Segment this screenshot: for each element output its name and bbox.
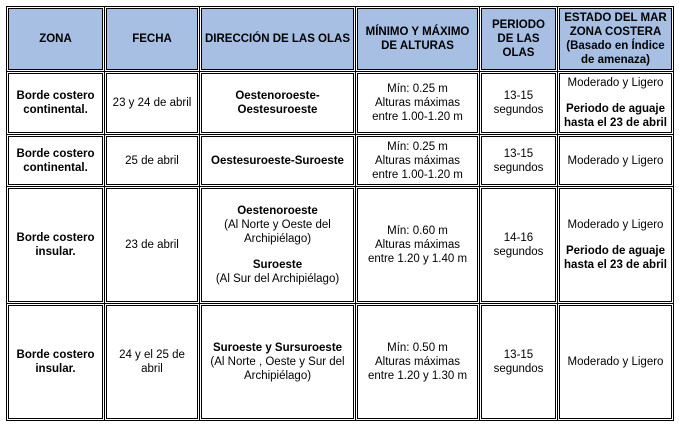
altura-max-range: entre 1.20 y 1.40 m bbox=[367, 253, 468, 265]
cell-fecha: 24 y el 25 de abril bbox=[105, 304, 200, 421]
cell-zona: Borde costero continental. bbox=[7, 135, 105, 187]
cell-direccion bbox=[200, 72, 356, 135]
estado-value: Moderado y Ligero bbox=[567, 219, 664, 231]
altura-min: Mín: 0.25 m bbox=[387, 83, 448, 95]
altura-min: Mín: 0.50 m bbox=[387, 342, 448, 354]
direccion-main: Oestesuroeste-Suroeste bbox=[211, 154, 344, 167]
altura-max-label: Alturas máximas bbox=[375, 154, 460, 167]
cell-estado bbox=[558, 135, 674, 187]
header-direccion: DIRECCIÓN DE LAS OLAS bbox=[200, 7, 356, 72]
estado-extra: Periodo de aguaje hasta el 23 de abril bbox=[564, 245, 667, 271]
cell-alturas bbox=[356, 187, 480, 304]
header-alturas: MÍNIMO Y MÁXIMO DE ALTURAS bbox=[356, 7, 480, 72]
table-row bbox=[7, 304, 674, 421]
header-row bbox=[7, 7, 674, 72]
cell-estado bbox=[558, 187, 674, 304]
cell-direccion bbox=[200, 304, 356, 421]
table-row bbox=[7, 187, 674, 304]
direccion-main-note: (Al Norte , Oeste y Sur del Archipiélago) bbox=[210, 356, 345, 382]
direccion-second-note: (Al Sur del Archipiélago) bbox=[215, 273, 340, 285]
estado-extra: Periodo de aguaje hasta el 23 de abril bbox=[564, 103, 667, 129]
header-estado: ESTADO DEL MAR ZONA COSTERA (Basado en Índice de amenaza) bbox=[558, 7, 674, 72]
cell-fecha: 25 de abril bbox=[105, 135, 200, 187]
direccion-main-note: (Al Norte y Oeste del Archipiélago) bbox=[224, 219, 331, 245]
cell-fecha: 23 y 24 de abril bbox=[105, 72, 200, 135]
cell-estado bbox=[558, 72, 674, 135]
altura-max-range: entre 1.00-1.20 m bbox=[372, 168, 463, 181]
cell-alturas bbox=[356, 72, 480, 135]
cell-direccion bbox=[200, 135, 356, 187]
cell-periodo: 14-16 segundos bbox=[480, 187, 558, 304]
cell-direccion bbox=[200, 187, 356, 304]
cell-estado bbox=[558, 304, 674, 421]
altura-max-range: entre 1.20 y 1.30 m bbox=[367, 370, 468, 382]
table-row bbox=[7, 72, 674, 135]
cell-periodo: 13-15 segundos bbox=[480, 72, 558, 135]
cell-zona: Borde costero insular. bbox=[7, 187, 105, 304]
cell-fecha: 23 de abril bbox=[105, 187, 200, 304]
cell-zona: Borde costero insular. bbox=[7, 304, 105, 421]
altura-max-label: Alturas máximas bbox=[375, 97, 460, 109]
cell-alturas bbox=[356, 135, 480, 187]
altura-max-range: entre 1.00-1.20 m bbox=[372, 111, 463, 123]
direccion-main: Oestenoroeste bbox=[237, 205, 318, 217]
altura-max-label: Alturas máximas bbox=[375, 356, 460, 368]
cell-periodo: 13-15 segundos bbox=[480, 304, 558, 421]
estado-value: Moderado y Ligero bbox=[567, 154, 664, 167]
cell-alturas bbox=[356, 304, 480, 421]
header-periodo: PERIODO DE LAS OLAS bbox=[480, 7, 558, 72]
direccion-main: Oestenoroeste-Oestesuroeste bbox=[235, 90, 320, 116]
header-fecha: FECHA bbox=[105, 7, 200, 72]
direccion-second: Suroeste bbox=[252, 259, 303, 271]
direccion-main: Suroeste y Sursuroeste bbox=[212, 342, 343, 354]
altura-max-label: Alturas máximas bbox=[375, 239, 460, 251]
estado-value: Moderado y Ligero bbox=[567, 77, 664, 89]
estado-value: Moderado y Ligero bbox=[567, 356, 664, 368]
wave-forecast-table bbox=[6, 6, 674, 421]
header-zona: ZONA bbox=[7, 7, 105, 72]
altura-min: Mín: 0.60 m bbox=[387, 225, 448, 237]
table-row bbox=[7, 135, 674, 187]
cell-zona: Borde costero continental. bbox=[7, 72, 105, 135]
cell-periodo: 13-15 segundos bbox=[480, 135, 558, 187]
altura-min: Mín: 0.25 m bbox=[387, 140, 448, 153]
